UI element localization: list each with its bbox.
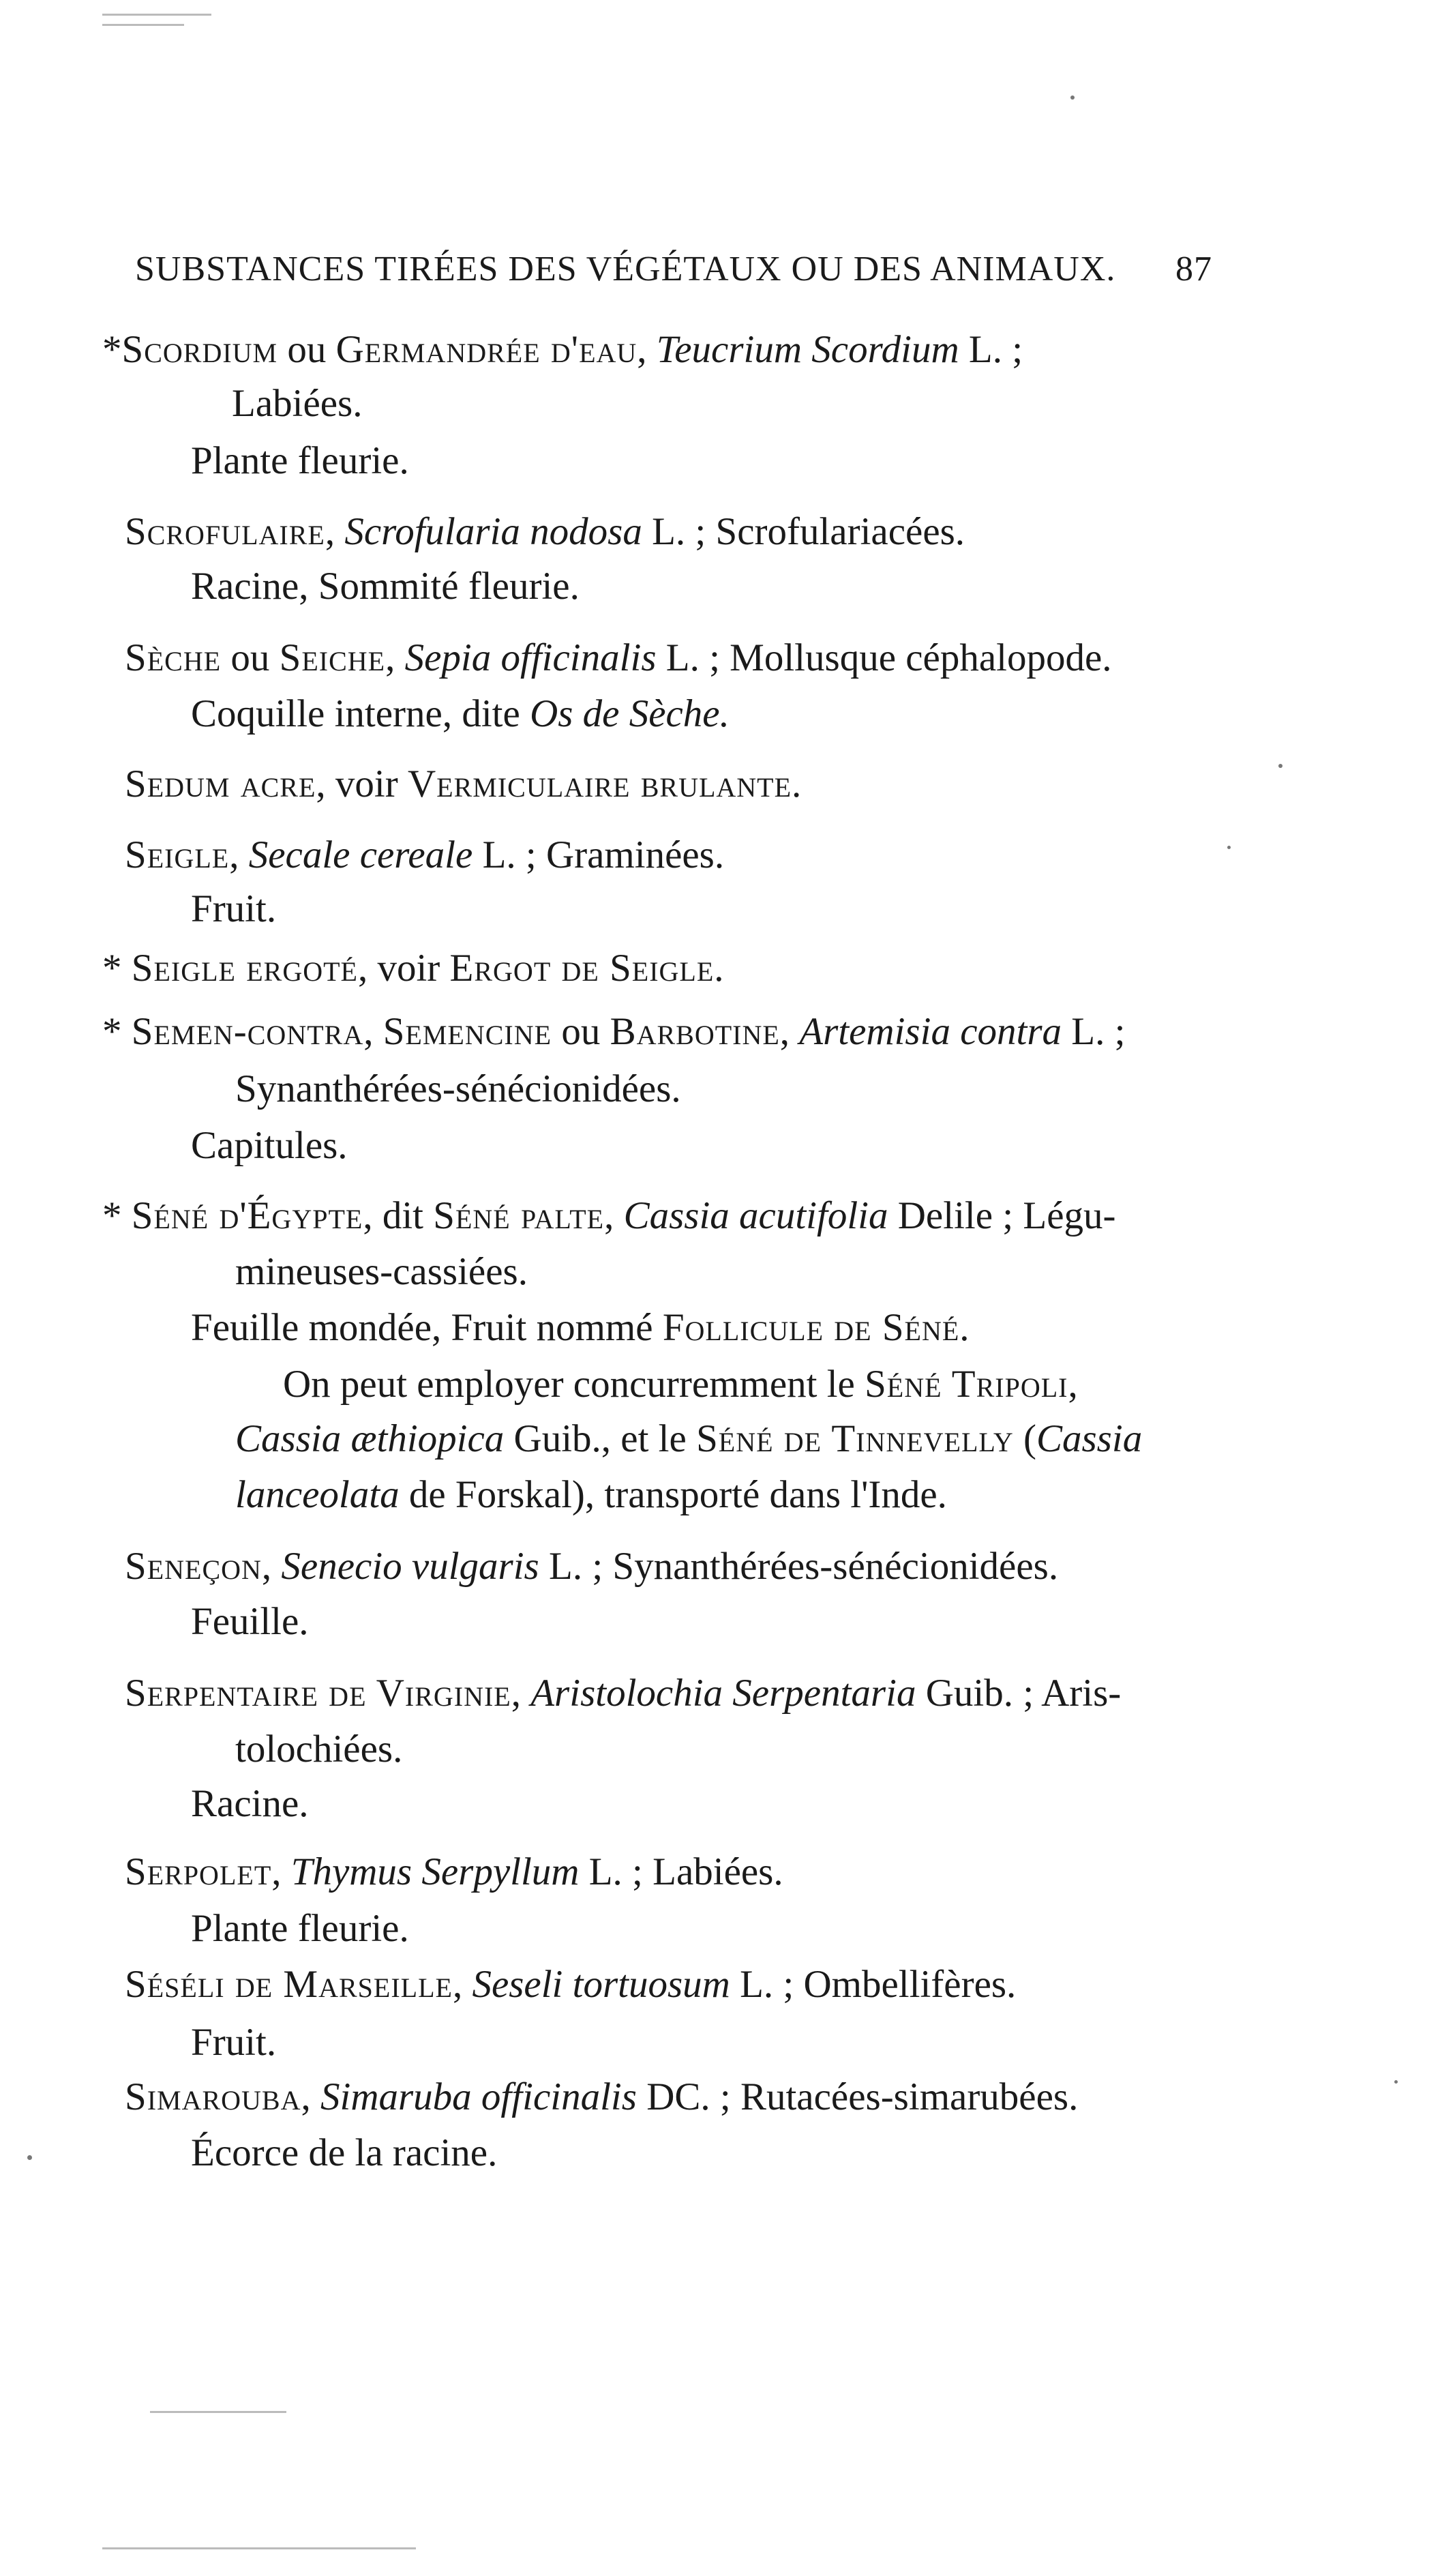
- latin-name: Scrofularia nodosa: [344, 510, 642, 553]
- cross-ref-word: , voir: [316, 763, 408, 805]
- entry-sene-note-line3: [235, 1471, 947, 1519]
- headword-synonym: Barbotine: [610, 1010, 780, 1053]
- headword: Scordium: [121, 328, 278, 371]
- entry-sene-headword: [102, 1192, 1115, 1240]
- headword: Sèche: [125, 636, 222, 679]
- note-latin: lanceolata: [235, 1473, 400, 1516]
- entry-semen-contra-part: Capitules.: [191, 1124, 348, 1167]
- headword-synonym: Semencine: [382, 1010, 552, 1053]
- entry-serpolet-headword: [125, 1848, 783, 1896]
- note-text: On peut employer concurremment le: [283, 1363, 865, 1406]
- author-family: L. ; Scrofulariacées.: [642, 510, 965, 553]
- note-text: Guib., et le: [504, 1417, 697, 1460]
- entry-scrofulaire-headword: [125, 508, 965, 556]
- scan-speck: [1227, 846, 1231, 849]
- latin-name: Artemisia contra: [799, 1010, 1062, 1053]
- author-family: L. ; Graminées.: [472, 833, 725, 876]
- note-smallcaps: Séné Tripoli,: [865, 1363, 1079, 1406]
- entry-scordium-part: Plante fleurie.: [191, 439, 409, 482]
- separator: ,: [229, 833, 249, 876]
- entry-scrofulaire-part: Racine, Sommité fleurie.: [191, 565, 580, 608]
- entry-seseli-part: Fruit.: [191, 2021, 277, 2064]
- part-italic: Os de Sèche.: [530, 692, 730, 735]
- headword: Sedum acre: [125, 763, 316, 805]
- headword: Simarouba: [125, 2075, 301, 2118]
- entry-semen-contra-family: Synanthérées-sénécionidées.: [235, 1067, 681, 1110]
- scan-speck: [1070, 95, 1075, 100]
- asterisk-mark: *: [102, 1194, 132, 1237]
- entry-seche-headword: [125, 634, 1112, 682]
- author-family: L. ; Ombellifères.: [730, 1963, 1017, 2006]
- scan-speck: [1394, 2080, 1398, 2084]
- separator: ,: [604, 1194, 624, 1237]
- separator: ,: [385, 636, 405, 679]
- separator: ou: [552, 1010, 610, 1053]
- separator: ,: [637, 328, 657, 371]
- headword: Seigle ergoté: [131, 947, 358, 990]
- headword: Semen-contra: [131, 1010, 364, 1053]
- separator: ,: [511, 1672, 531, 1715]
- entry-simarouba-part: Écorce de la racine.: [191, 2131, 498, 2174]
- entry-seche-part: [191, 690, 730, 738]
- asterisk-mark: *: [102, 328, 122, 371]
- note-latin: Cassia æthiopica: [235, 1417, 505, 1460]
- author-family: DC. ; Rutacées-simarubées.: [636, 2075, 1079, 2118]
- latin-name: Thymus Serpyllum: [290, 1850, 580, 1893]
- latin-name: Sepia officinalis: [404, 636, 657, 679]
- latin-name: Teucrium Scordium: [656, 328, 959, 371]
- asterisk-mark: *: [102, 947, 132, 990]
- entry-scordium-family: Labiées.: [232, 382, 363, 425]
- asterisk-mark: *: [102, 1010, 132, 1053]
- entry-serpentaire-headword: [125, 1670, 1121, 1717]
- scan-artifact-line: [102, 2547, 416, 2549]
- author-family: Delile ; Légu-: [888, 1194, 1116, 1237]
- scan-artifact-line: [102, 24, 184, 26]
- separator: ,: [301, 2075, 320, 2118]
- part-text: Coquille interne, dite: [191, 692, 530, 735]
- cross-reference: Ergot de Seigle.: [449, 947, 725, 990]
- headword: Seigle: [125, 833, 230, 876]
- note-latin: Cassia: [1036, 1417, 1143, 1460]
- latin-name: Simaruba officinalis: [320, 2075, 637, 2118]
- latin-name: Senecio vulgaris: [281, 1545, 539, 1588]
- author-family: L. ; Synanthérées-sénécionidées.: [539, 1545, 1059, 1588]
- part-smallcaps: Follicule de Séné.: [662, 1306, 970, 1349]
- entry-sene-part: [191, 1304, 970, 1352]
- separator: ,: [271, 1850, 291, 1893]
- headword: Seneçon: [125, 1545, 262, 1588]
- separator: ou: [221, 636, 280, 679]
- headword-synonym: Germandrée d'eau: [335, 328, 638, 371]
- headword: Serpentaire de Virginie: [125, 1672, 511, 1715]
- entry-seigle-headword: [125, 831, 724, 879]
- separator: ,: [363, 1010, 383, 1053]
- entry-sene-note-line1: [283, 1361, 1079, 1408]
- separator: ou: [278, 328, 336, 371]
- latin-name: Seseli tortuosum: [472, 1963, 730, 2006]
- scan-speck: [1278, 764, 1282, 768]
- running-head-title: SUBSTANCES TIRÉES DES VÉGÉTAUX OU DES ANIMAUX.: [135, 250, 1116, 288]
- entry-sene-family: mineuses-cassiées.: [235, 1250, 528, 1293]
- note-text: de Forskal), transporté dans l'Inde.: [399, 1473, 947, 1516]
- entry-serpentaire-part: Racine.: [191, 1782, 309, 1825]
- separator: ,: [452, 1963, 472, 2006]
- entry-seseli-headword: [125, 1961, 1016, 2009]
- author-family: L. ; Mollusque céphalopode.: [656, 636, 1112, 679]
- note-text: (: [1013, 1417, 1036, 1460]
- cross-reference: Vermiculaire brulante.: [407, 763, 802, 805]
- entry-sedum-headword: [125, 760, 802, 808]
- connector: , dit: [363, 1194, 434, 1237]
- entry-seigle-part: Fruit.: [191, 887, 277, 930]
- author-abbrev: L. ;: [959, 328, 1023, 371]
- scan-artifact-line: [102, 14, 211, 16]
- latin-name: Secale cereale: [248, 833, 473, 876]
- entry-seigle-ergote-headword: [102, 945, 725, 992]
- latin-name: Aristolochia Serpentaria: [530, 1672, 916, 1715]
- note-smallcaps: Séné de Tinnevelly: [696, 1417, 1014, 1460]
- entry-sene-note-line2: [235, 1415, 1142, 1463]
- entry-serpentaire-family: tolochiées.: [235, 1728, 403, 1771]
- entry-simarouba-headword: [125, 2073, 1078, 2121]
- separator: ,: [325, 510, 345, 553]
- headword: Serpolet: [125, 1850, 272, 1893]
- latin-name: Cassia acutifolia: [623, 1194, 888, 1237]
- author-abbrev: L. ;: [1062, 1010, 1126, 1053]
- author-family: Guib. ; Aris-: [916, 1672, 1122, 1715]
- entry-semen-contra-headword: [102, 1008, 1125, 1056]
- page-number: 87: [1175, 250, 1212, 288]
- entry-serpolet-part: Plante fleurie.: [191, 1907, 409, 1950]
- headword: Séséli de Marseille: [125, 1963, 453, 2006]
- running-head: [135, 249, 1226, 289]
- headword: Séné d'Égypte: [131, 1194, 363, 1237]
- entry-senecon-headword: [125, 1543, 1058, 1590]
- scan-speck: [27, 2155, 32, 2160]
- part-text: Feuille mondée, Fruit nommé: [191, 1306, 663, 1349]
- headword: Scrofulaire: [125, 510, 325, 553]
- author-family: L. ; Labiées.: [579, 1850, 783, 1893]
- headword-synonym: Séné palte: [433, 1194, 605, 1237]
- scan-artifact-line: [150, 2411, 286, 2413]
- separator: ,: [261, 1545, 282, 1588]
- entry-scordium-headword: [102, 326, 1023, 374]
- cross-ref-word: , voir: [357, 947, 450, 990]
- separator: ,: [779, 1010, 800, 1053]
- headword-synonym: Seiche: [279, 636, 386, 679]
- entry-senecon-part: Feuille.: [191, 1600, 309, 1643]
